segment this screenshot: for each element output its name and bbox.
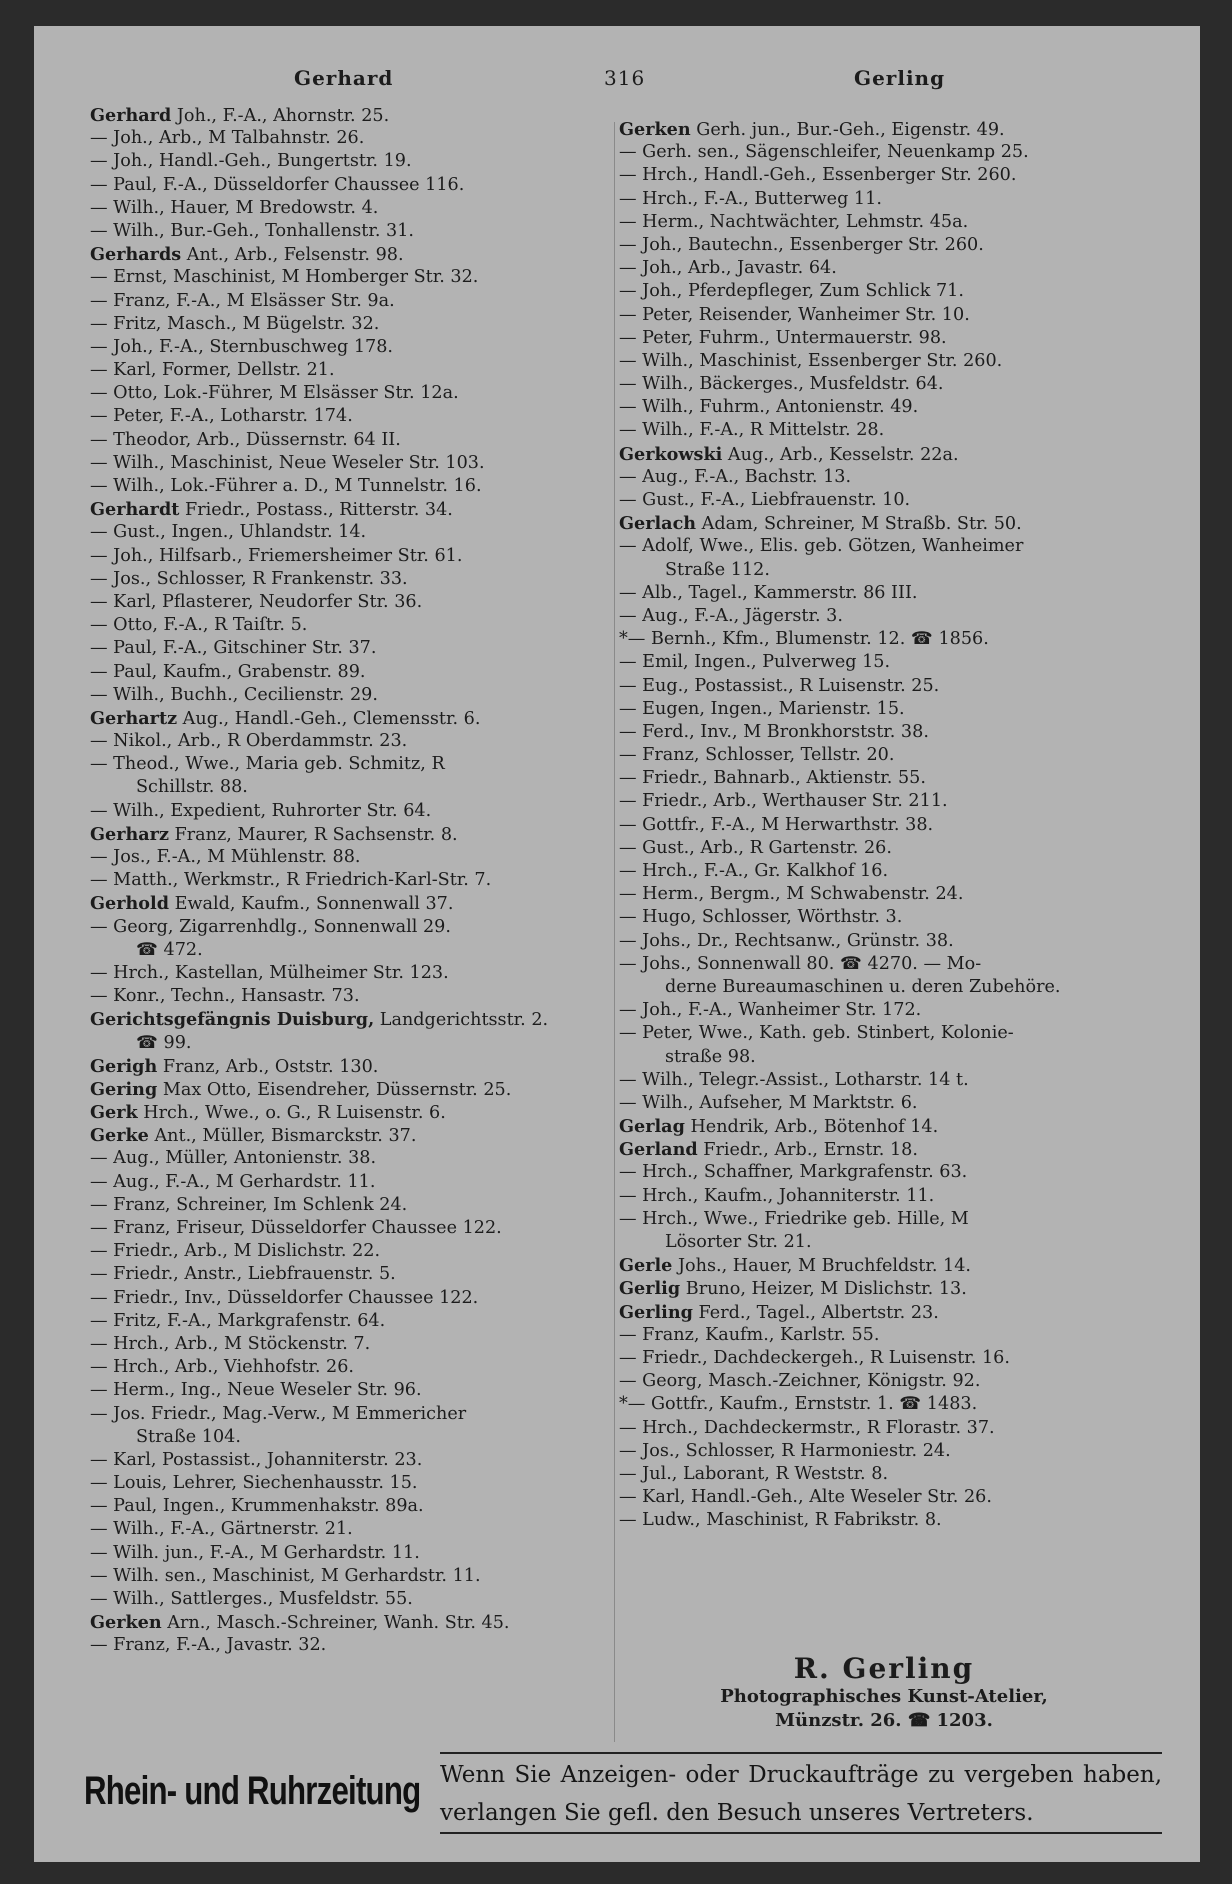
entry-details: — Friedr., Arb., M Dislichstr. 22. bbox=[90, 1241, 381, 1262]
directory-entry bbox=[90, 243, 610, 266]
directory-entry bbox=[619, 628, 1159, 651]
entry-details: — Hrch., Dachdeckermstr., R Florastr. 37. bbox=[619, 1417, 995, 1438]
entry-details: Friedr., Postass., Ritterstr. 34. bbox=[179, 500, 453, 521]
directory-entry bbox=[619, 489, 1159, 512]
directory-entry bbox=[90, 823, 610, 846]
entry-details: Ant., Arb., Felsenstr. 98. bbox=[181, 245, 404, 266]
directory-entry bbox=[90, 939, 610, 962]
entry-details: Johs., Hauer, M Bruchfeldstr. 14. bbox=[672, 1256, 972, 1277]
entry-details: — Aug., F.-A., M Gerhardstr. 11. bbox=[90, 1171, 376, 1192]
entry-details: — Jos., Schlosser, R Frankenstr. 33. bbox=[90, 568, 408, 589]
entry-details: — Aug., F.-A., Jägerstr. 3. bbox=[619, 605, 843, 626]
directory-entry bbox=[619, 396, 1159, 419]
directory-entry bbox=[619, 559, 1159, 582]
entry-details: — Jos. Friedr., Mag.-Verw., M Emmericher bbox=[90, 1403, 467, 1424]
directory-entry bbox=[619, 582, 1159, 605]
entry-details: Straße 104. bbox=[136, 1426, 241, 1447]
directory-entry bbox=[619, 141, 1159, 164]
entry-details: *— Bernh., Kfm., Blumenstr. 12. ☎ 1856. bbox=[619, 629, 989, 650]
entry-surname: Gerland bbox=[619, 1139, 698, 1161]
entry-details: ☎ 99. bbox=[136, 1032, 192, 1053]
entry-details: — Joh., Handl.-Geh., Bungertstr. 19. bbox=[90, 151, 412, 172]
directory-entry bbox=[619, 118, 1159, 141]
directory-entry bbox=[90, 568, 610, 591]
directory-entry bbox=[619, 188, 1159, 211]
directory-entry bbox=[90, 1518, 610, 1541]
directory-entry bbox=[90, 429, 610, 452]
entry-details: — Otto, F.-A., R Taiſtr. 5. bbox=[90, 615, 308, 636]
entry-details: — Hrch., Kaufm., Johanniterstr. 11. bbox=[619, 1185, 935, 1206]
entry-details: — Joh., Pferdepfleger, Zum Schlick 71. bbox=[619, 281, 964, 302]
directory-entry bbox=[90, 1333, 610, 1356]
directory-entry bbox=[619, 512, 1159, 535]
entry-details: — Wilh., Expedient, Ruhrorter Str. 64. bbox=[90, 800, 432, 821]
directory-entry bbox=[90, 985, 610, 1008]
entry-details: — Hrch., Kastellan, Mülheimer Str. 123. bbox=[90, 962, 449, 983]
entry-details: — Adolf, Wwe., Elis. geb. Götzen, Wanheimer bbox=[619, 536, 1024, 557]
directory-entry bbox=[90, 1310, 610, 1333]
entry-details: — Franz, F.-A., Javastr. 32. bbox=[90, 1635, 327, 1656]
directory-entry bbox=[90, 1611, 610, 1634]
entry-details: — Wilh., Bäckerges., Musfeldstr. 64. bbox=[619, 374, 944, 395]
entry-details: — Hrch., Handl.-Geh., Essenberger Str. 260. bbox=[619, 165, 1017, 186]
directory-entry bbox=[619, 1254, 1159, 1277]
directory-entry bbox=[90, 1032, 610, 1055]
entry-details: — Wilh., Fuhrm., Antonienstr. 49. bbox=[619, 397, 919, 418]
advert-line2: Münzstr. 26. ☎ 1203. bbox=[775, 1710, 993, 1731]
directory-entry bbox=[619, 651, 1159, 674]
directory-entry bbox=[619, 350, 1159, 373]
advert-line1: Photographisches Kunst-Atelier, bbox=[720, 1686, 1048, 1707]
entry-surname: Gerle bbox=[619, 1255, 673, 1277]
entry-surname: Gerken bbox=[619, 119, 691, 140]
entry-details: — Aug., Müller, Antonienstr. 38. bbox=[90, 1148, 377, 1169]
directory-entry bbox=[90, 1472, 610, 1495]
entry-details: — Wilh. sen., Maschinist, M Gerhardstr. 11. bbox=[90, 1565, 481, 1586]
entry-details: Landgerichtsstr. 2. bbox=[374, 1010, 549, 1031]
entry-details: — Gust., Arb., R Gartenstr. 26. bbox=[619, 837, 892, 858]
entry-details: — Wilh., Sattlerges., Musfeldstr. 55. bbox=[90, 1589, 413, 1609]
entry-details: — Wilh. jun., F.-A., M Gerhardstr. 11. bbox=[90, 1542, 420, 1563]
entry-details: — Peter, F.-A., Lotharstr. 174. bbox=[90, 406, 353, 427]
entry-details: — Hrch., Wwe., Friedrike geb. Hille, M bbox=[619, 1208, 969, 1229]
entry-details: Aug., Arb., Kesselstr. 22a. bbox=[722, 444, 959, 465]
directory-entry bbox=[619, 698, 1159, 721]
directory-entry bbox=[619, 280, 1159, 303]
directory-entry bbox=[619, 257, 1159, 280]
entry-surname: Gerke bbox=[90, 1125, 149, 1147]
entry-details: — Wilh., Lok.-Führer a. D., M Tunnelstr. 16. bbox=[90, 476, 482, 496]
directory-entry bbox=[619, 1301, 1159, 1324]
entry-surname: Gerichtsgefängnis Duisburg, bbox=[90, 1009, 375, 1031]
entry-details: — Friedr., Dachdeckergeh., R Luisenstr. 16. bbox=[619, 1347, 1010, 1368]
entry-details: — Fritz, Masch., M Bügelstr. 32. bbox=[90, 313, 380, 334]
entry-details: — Paul, F.-A., Düsseldorfer Chaussee 116. bbox=[90, 174, 465, 195]
entry-details: — Georg, Zigarrenhdlg., Sonnenwall 29. bbox=[90, 916, 451, 937]
entry-surname: Gerling bbox=[619, 1301, 693, 1323]
directory-entry bbox=[90, 475, 610, 498]
directory-entry bbox=[619, 1370, 1159, 1393]
entry-details: — Alb., Tagel., Kammerstr. 86 III. bbox=[619, 582, 918, 603]
directory-entry bbox=[619, 1138, 1159, 1161]
entry-details: — Matth., Werkmstr., R Friedrich-Karl-Str. 7. bbox=[90, 870, 492, 891]
entry-details: — Wilh., Aufseher, M Marktstr. 6. bbox=[619, 1092, 918, 1113]
entry-details: — Franz, Schreiner, Im Schlenk 24. bbox=[90, 1194, 408, 1215]
directory-entry bbox=[619, 327, 1159, 350]
entry-details: *— Gottfr., Kaufm., Ernststr. 1. ☎ 1483. bbox=[619, 1394, 978, 1415]
directory-entry bbox=[90, 1403, 610, 1426]
directory-entry bbox=[90, 661, 610, 684]
directory-entry bbox=[619, 1417, 1159, 1440]
entry-details: — Gust., Ingen., Uhlandstr. 14. bbox=[90, 522, 367, 543]
directory-entry bbox=[619, 1092, 1159, 1115]
directory-entry bbox=[90, 498, 610, 521]
entry-details: Adam, Schreiner, M Straßb. Str. 50. bbox=[696, 514, 1022, 535]
directory-entry bbox=[90, 1171, 610, 1194]
entry-details: — Johs., Sonnenwall 80. ☎ 4270. — Mo- bbox=[619, 953, 982, 974]
entry-surname: Gerlig bbox=[619, 1278, 681, 1300]
entry-details: ☎ 472. bbox=[136, 939, 203, 960]
directory-entry bbox=[619, 837, 1159, 860]
directory-entry bbox=[619, 721, 1159, 744]
directory-entry bbox=[90, 707, 610, 730]
entry-details: Arn., Masch.-Schreiner, Wanh. Str. 45. bbox=[161, 1613, 510, 1634]
directory-entry bbox=[619, 675, 1159, 698]
directory-entry bbox=[90, 753, 610, 776]
entry-details: — Wilh., Hauer, M Bredowstr. 4. bbox=[90, 197, 379, 218]
entry-details: Friedr., Arb., Ernstr. 18. bbox=[697, 1140, 918, 1161]
entry-details: straße 98. bbox=[665, 1046, 756, 1067]
entry-details: — Eugen, Ingen., Marienstr. 15. bbox=[619, 698, 905, 719]
entry-surname: Gerigh bbox=[90, 1055, 158, 1077]
entry-details: Max Otto, Eisendreher, Düssernstr. 25. bbox=[157, 1079, 512, 1100]
directory-entry bbox=[619, 1046, 1159, 1069]
entry-details: — Friedr., Anstr., Liebfrauenstr. 5. bbox=[90, 1264, 396, 1285]
directory-entry bbox=[90, 1008, 610, 1031]
directory-entry bbox=[90, 1542, 610, 1565]
entry-details: — Eug., Postassist., R Luisenstr. 25. bbox=[619, 675, 940, 696]
directory-entry bbox=[90, 1356, 610, 1379]
entry-details: — Herm., Nachtwächter, Lehmstr. 45a. bbox=[619, 211, 969, 232]
directory-entry bbox=[90, 197, 610, 220]
header-right: Gerling bbox=[854, 66, 946, 90]
entry-details: — Joh., F.-A., Sternbuschweg 178. bbox=[90, 336, 394, 357]
directory-entry bbox=[619, 443, 1159, 466]
entry-details: — Ludw., Maschinist, R Fabrikstr. 8. bbox=[619, 1510, 942, 1531]
directory-entry bbox=[619, 164, 1159, 187]
directory-entry bbox=[90, 1217, 610, 1240]
entry-details: — Hugo, Schlosser, Wörthstr. 3. bbox=[619, 907, 903, 928]
directory-entry bbox=[90, 1634, 610, 1657]
entry-details: — Herm., Bergm., M Schwabenstr. 24. bbox=[619, 884, 964, 905]
directory-entry bbox=[619, 234, 1159, 257]
directory-entry bbox=[90, 336, 610, 359]
entry-surname: Gerlag bbox=[619, 1116, 685, 1138]
directory-entry bbox=[90, 1263, 610, 1286]
left-column bbox=[90, 104, 610, 1658]
entry-details: derne Bureaumaschinen u. deren Zubehöre. bbox=[665, 976, 1061, 997]
entry-surname: Gerharz bbox=[90, 823, 169, 845]
directory-entry bbox=[90, 1194, 610, 1217]
directory-entry bbox=[619, 930, 1159, 953]
entry-details: — Wilh., F.-A., Gärtnerstr. 21. bbox=[90, 1519, 353, 1540]
advert-name: R. Gerling bbox=[793, 1652, 975, 1685]
entry-details: Schillstr. 88. bbox=[136, 777, 248, 798]
directory-entry bbox=[619, 1463, 1159, 1486]
entry-details: — Konr., Techn., Hansastr. 73. bbox=[90, 986, 360, 1007]
entry-details: — Louis, Lehrer, Siechenhausstr. 15. bbox=[90, 1473, 418, 1494]
entry-details: Hendrik, Arb., Bötenhof 14. bbox=[684, 1117, 939, 1138]
directory-entry bbox=[619, 1509, 1159, 1532]
entry-details: — Wilh., Telegr.-Assist., Lotharstr. 14 t. bbox=[619, 1069, 969, 1090]
directory-entry bbox=[619, 906, 1159, 929]
directory-entry bbox=[619, 466, 1159, 489]
directory-entry bbox=[619, 744, 1159, 767]
directory-entry bbox=[90, 916, 610, 939]
entry-details: — Aug., F.-A., Bachstr. 13. bbox=[619, 466, 852, 487]
newspaper-banner bbox=[74, 1748, 1164, 1834]
banner-text: Wenn Sie Anzeigen- oder Druckaufträge zu vergeben haben, verlangen Sie gefl. den Besuch unseres Vertreters. bbox=[440, 1752, 1162, 1834]
entry-details: — Karl, Former, Dellstr. 21. bbox=[90, 360, 335, 381]
directory-entry bbox=[90, 892, 610, 915]
directory-entry bbox=[90, 776, 610, 799]
directory-entry bbox=[619, 1231, 1159, 1254]
directory-entry bbox=[619, 999, 1159, 1022]
directory-entry bbox=[619, 976, 1159, 999]
directory-entry bbox=[90, 359, 610, 382]
directory-entry bbox=[619, 211, 1159, 234]
directory-entry bbox=[619, 535, 1159, 558]
directory-entry bbox=[90, 220, 610, 243]
directory-entry bbox=[90, 1240, 610, 1263]
column-divider bbox=[614, 122, 615, 1742]
directory-entry bbox=[619, 419, 1159, 442]
entry-details: Aug., Handl.-Geh., Clemensstr. 6. bbox=[177, 708, 481, 729]
entry-details: Ewald, Kaufm., Sonnenwall 37. bbox=[169, 894, 454, 915]
entry-details: — Jos., F.-A., M Mühlenstr. 88. bbox=[90, 847, 361, 867]
gerling-advert bbox=[624, 1652, 1144, 1733]
entry-details: — Fritz, F.-A., Markgrafenstr. 64. bbox=[90, 1310, 386, 1331]
entry-details: — Herm., Ing., Neue Weseler Str. 96. bbox=[90, 1380, 422, 1401]
entry-details: Ant., Müller, Bismarckstr. 37. bbox=[148, 1126, 417, 1147]
entry-details: — Franz, Kaufm., Karlstr. 55. bbox=[619, 1324, 880, 1345]
entry-details: Bruno, Heizer, M Dislichstr. 13. bbox=[680, 1279, 967, 1300]
directory-entry bbox=[90, 1379, 610, 1402]
entry-details: — Joh., Hilfsarb., Friemersheimer Str. 61. bbox=[90, 545, 463, 566]
directory-entry bbox=[619, 1277, 1159, 1300]
entry-details: — Emil, Ingen., Pulverweg 15. bbox=[619, 652, 891, 673]
directory-entry bbox=[90, 730, 610, 753]
entry-details: Joh., F.-A., Ahornstr. 25. bbox=[171, 106, 390, 126]
entry-details: — Joh., Arb., M Talbahnstr. 26. bbox=[90, 128, 365, 149]
page-number: 316 bbox=[604, 66, 646, 90]
directory-entry bbox=[619, 767, 1159, 790]
entry-details: — Wilh., Bur.-Geh., Tonhallenstr. 31. bbox=[90, 220, 415, 241]
entry-details: — Karl, Handl.-Geh., Alte Weseler Str. 26. bbox=[619, 1487, 992, 1508]
directory-entry bbox=[90, 637, 610, 660]
directory-entry bbox=[90, 1449, 610, 1472]
directory-entry bbox=[619, 1347, 1159, 1370]
directory-entry bbox=[90, 846, 610, 869]
entry-details: Gerh. jun., Bur.-Geh., Eigenstr. 49. bbox=[690, 120, 1005, 140]
entry-details: — Jos., Schlosser, R Harmoniestr. 24. bbox=[619, 1440, 951, 1461]
right-column bbox=[619, 118, 1159, 1532]
entry-details: — Gust., F.-A., Liebfrauenstr. 10. bbox=[619, 490, 911, 510]
entry-surname: Gerkowski bbox=[619, 443, 723, 465]
entry-details: — Theodor, Arb., Düssernstr. 64 II. bbox=[90, 429, 401, 450]
entry-details: Straße 112. bbox=[665, 559, 770, 580]
entry-surname: Gerhardt bbox=[90, 499, 180, 521]
directory-entry bbox=[619, 304, 1159, 327]
entry-details: — Otto, Lok.-Führer, M Elsässer Str. 12a. bbox=[90, 383, 459, 404]
directory-entry bbox=[90, 452, 610, 475]
directory-entry bbox=[90, 869, 610, 892]
directory-entry bbox=[619, 373, 1159, 396]
directory-entry bbox=[90, 290, 610, 313]
directory-entry bbox=[90, 800, 610, 823]
directory-entry bbox=[619, 1393, 1159, 1416]
entry-details: — Jul., Laborant, R Weststr. 8. bbox=[619, 1463, 889, 1484]
entry-details: — Ferd., Inv., M Bronkhorststr. 38. bbox=[619, 721, 929, 742]
directory-entry bbox=[90, 104, 610, 127]
directory-entry bbox=[90, 521, 610, 544]
directory-page bbox=[34, 26, 1200, 1862]
entry-details: — Gerh. sen., Sägenschleifer, Neuenkamp 25. bbox=[619, 142, 1029, 163]
entry-details: — Wilh., F.-A., R Mittelstr. 28. bbox=[619, 420, 885, 441]
directory-entry bbox=[619, 953, 1159, 976]
entry-details: — Hrch., Arb., M Stöckenstr. 7. bbox=[90, 1333, 371, 1354]
entry-details: — Franz, Schlosser, Tellstr. 20. bbox=[619, 745, 895, 766]
directory-entry bbox=[90, 405, 610, 428]
entry-details: — Hrch., F.-A., Gr. Kalkhof 16. bbox=[619, 861, 889, 881]
directory-entry bbox=[90, 684, 610, 707]
entry-details: — Peter, Reisender, Wanheimer Str. 10. bbox=[619, 304, 970, 325]
directory-entry bbox=[619, 1161, 1159, 1184]
entry-details: — Hrch., Arb., Viehhofstr. 26. bbox=[90, 1357, 354, 1378]
directory-entry bbox=[90, 313, 610, 336]
directory-entry bbox=[90, 150, 610, 173]
entry-surname: Gerhard bbox=[90, 105, 172, 126]
directory-entry bbox=[619, 1208, 1159, 1231]
entry-details: — Gottfr., F.-A., M Herwarthstr. 38. bbox=[619, 814, 934, 835]
directory-entry bbox=[619, 1022, 1159, 1045]
directory-entry bbox=[90, 1588, 610, 1611]
directory-entry bbox=[90, 1078, 610, 1101]
entry-details: — Hrch., F.-A., Butterweg 11. bbox=[619, 188, 882, 209]
entry-details: — Joh., Arb., Javastr. 64. bbox=[619, 258, 837, 279]
entry-details: — Theod., Wwe., Maria geb. Schmitz, R bbox=[90, 754, 445, 775]
newspaper-title: Rhein- und Ruhrzeitung bbox=[84, 1769, 421, 1813]
directory-entry bbox=[90, 1565, 610, 1588]
entry-surname: Gerhards bbox=[90, 244, 182, 266]
entry-details: Lösorter Str. 21. bbox=[665, 1232, 812, 1252]
entry-details: — Karl, Postassist., Johanniterstr. 23. bbox=[90, 1449, 423, 1470]
entry-details: — Peter, Fuhrm., Untermauerstr. 98. bbox=[619, 327, 947, 348]
directory-entry bbox=[90, 1124, 610, 1147]
directory-entry bbox=[619, 860, 1159, 883]
directory-entry bbox=[619, 605, 1159, 628]
directory-entry bbox=[90, 382, 610, 405]
directory-entry bbox=[90, 545, 610, 568]
directory-entry bbox=[619, 1486, 1159, 1509]
directory-entry bbox=[90, 1147, 610, 1170]
entry-details: — Peter, Wwe., Kath. geb. Stinbert, Kolonie- bbox=[619, 1023, 1014, 1044]
entry-details: Franz, Arb., Oststr. 130. bbox=[157, 1056, 379, 1077]
entry-details: — Karl, Pflasterer, Neudorfer Str. 36. bbox=[90, 591, 423, 612]
directory-entry bbox=[90, 266, 610, 289]
header-left: Gerhard bbox=[294, 66, 394, 90]
entry-surname: Gering bbox=[90, 1078, 158, 1100]
directory-entry bbox=[90, 1055, 610, 1078]
entry-details: — Wilh., Maschinist, Neue Weseler Str. 103. bbox=[90, 452, 485, 473]
entry-details: — Franz, Friseur, Düsseldorfer Chaussee 122. bbox=[90, 1218, 502, 1238]
entry-details: — Ernst, Maschinist, M Homberger Str. 32. bbox=[90, 267, 479, 288]
entry-surname: Gerhold bbox=[90, 893, 170, 915]
directory-entry bbox=[90, 1426, 610, 1449]
entry-details: — Paul, F.-A., Gitschiner Str. 37. bbox=[90, 638, 377, 659]
directory-entry bbox=[90, 591, 610, 614]
directory-entry bbox=[90, 1101, 610, 1124]
entry-details: Ferd., Tagel., Albertstr. 23. bbox=[692, 1302, 939, 1323]
entry-details: — Johs., Dr., Rechtsanw., Grünstr. 38. bbox=[619, 930, 954, 951]
directory-entry bbox=[619, 790, 1159, 813]
directory-entry bbox=[619, 1069, 1159, 1092]
entry-details: — Friedr., Arb., Werthauser Str. 211. bbox=[619, 791, 948, 812]
directory-entry bbox=[90, 1287, 610, 1310]
entry-details: — Friedr., Bahnarb., Aktienstr. 55. bbox=[619, 768, 926, 789]
entry-details: — Joh., Bautechn., Essenberger Str. 260. bbox=[619, 234, 984, 255]
directory-entry bbox=[90, 174, 610, 197]
entry-details: — Nikol., Arb., R Oberdammstr. 23. bbox=[90, 731, 408, 752]
directory-entry bbox=[90, 1495, 610, 1518]
directory-entry bbox=[90, 962, 610, 985]
entry-details: — Georg, Masch.-Zeichner, Königstr. 92. bbox=[619, 1371, 981, 1392]
directory-entry bbox=[619, 1115, 1159, 1138]
entry-details: — Joh., F.-A., Wanheimer Str. 172. bbox=[619, 1000, 922, 1021]
entry-surname: Gerlach bbox=[619, 513, 697, 535]
entry-details: Franz, Maurer, R Sachsenstr. 8. bbox=[168, 824, 458, 845]
directory-entry bbox=[619, 883, 1159, 906]
entry-details: — Wilh., Buchh., Cecilienstr. 29. bbox=[90, 684, 378, 705]
directory-entry bbox=[90, 614, 610, 637]
directory-entry bbox=[619, 1440, 1159, 1463]
directory-entry bbox=[619, 814, 1159, 837]
entry-details: Hrch., Wwe., o. G., R Luisenstr. 6. bbox=[137, 1103, 446, 1124]
entry-details: — Wilh., Maschinist, Essenberger Str. 260. bbox=[619, 350, 1003, 371]
directory-entry bbox=[619, 1185, 1159, 1208]
entry-surname: Gerhartz bbox=[90, 707, 178, 729]
entry-surname: Gerken bbox=[90, 1612, 162, 1634]
entry-details: — Paul, Ingen., Krummenhakstr. 89a. bbox=[90, 1496, 424, 1517]
entry-details: — Friedr., Inv., Düsseldorfer Chaussee 122. bbox=[90, 1287, 479, 1308]
entry-details: — Hrch., Schaffner, Markgrafenstr. 63. bbox=[619, 1162, 968, 1183]
directory-entry bbox=[619, 1324, 1159, 1347]
entry-details: — Paul, Kaufm., Grabenstr. 89. bbox=[90, 661, 366, 682]
entry-surname: Gerk bbox=[90, 1102, 138, 1124]
directory-entry bbox=[90, 127, 610, 150]
entry-details: — Franz, F.-A., M Elsässer Str. 9a. bbox=[90, 290, 395, 311]
